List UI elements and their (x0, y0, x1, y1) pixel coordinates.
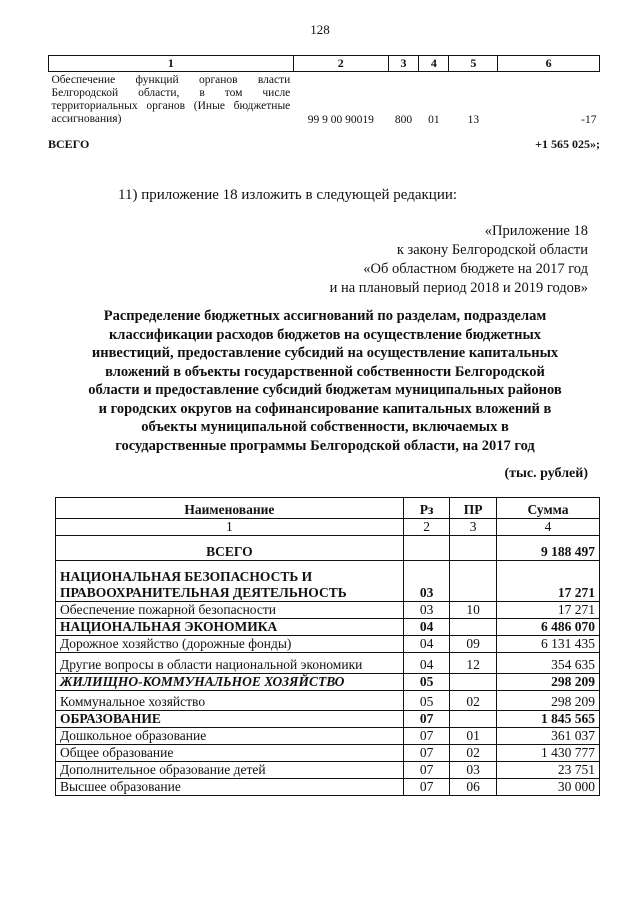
row-pr: 13 (467, 114, 480, 126)
row-pr: 10 (450, 602, 497, 619)
row-rz: 01 (428, 114, 440, 126)
top-total-amount: +1 565 025»; (535, 137, 600, 151)
table-row (56, 691, 600, 711)
amendment-item: 11) приложение 18 изложить в следующей редакции: (118, 187, 458, 203)
number-cell: 1 (56, 519, 404, 536)
header-pr: ПР (450, 498, 497, 519)
row-sum: 6 486 070 (496, 619, 599, 636)
row-sum: 354 635 (496, 653, 599, 674)
row-sum: 1 430 777 (496, 745, 599, 762)
row-name: Дошкольное образование (56, 728, 404, 745)
row-name: Общее образование (56, 745, 404, 762)
row-pr: 03 (450, 762, 497, 779)
row-pr: 06 (450, 779, 497, 796)
row-sum: 17 271 (496, 602, 599, 619)
row-pr: 02 (450, 691, 497, 711)
heading-line: и городских округов на софинансирование капитальных вложений в (98, 400, 552, 417)
row-rz: 03 (403, 602, 450, 619)
total-name: ВСЕГО (56, 536, 404, 561)
row-pr: 02 (450, 745, 497, 762)
heading-line: объекты муниципальной собственности, включаемых в (141, 419, 509, 435)
heading-line: вложений в объекты государственной собственности Белгородской (105, 363, 545, 380)
number-cell: 3 (450, 519, 497, 536)
table-row (56, 674, 600, 691)
heading-line: государственные программы Белгородской области, на 2017 год (115, 437, 535, 454)
row-name: Дополнительное образование детей (56, 762, 404, 779)
row-sum: 298 209 (496, 674, 599, 691)
number-cell: 2 (403, 519, 450, 536)
row-code: 99 9 00 90019 (307, 114, 374, 126)
top-header-cell: 4 (419, 56, 449, 72)
row-name: Дорожное хозяйство (дорожные фонды) (56, 636, 404, 653)
row-rz: 07 (403, 779, 450, 796)
row-rz: 04 (403, 653, 450, 674)
row-rz: 07 (403, 745, 450, 762)
budget-table (55, 497, 600, 796)
row-sum: 361 037 (496, 728, 599, 745)
header-name: Наименование (56, 498, 404, 519)
row-rz: 03 (403, 561, 450, 602)
page-number: 128 (310, 22, 330, 37)
row-rz: 07 (403, 711, 450, 728)
appendix-line: «Приложение 18 (484, 223, 588, 239)
header-sum: Сумма (496, 498, 599, 519)
table-number-row (56, 519, 600, 536)
row-sum: 23 751 (496, 762, 599, 779)
row-pr (450, 711, 497, 728)
row-name: ЖИЛИЩНО-КОММУНАЛЬНОЕ ХОЗЯЙСТВО (56, 674, 404, 691)
top-table-row (49, 72, 600, 127)
total-sum: 9 188 497 (496, 536, 599, 561)
row-name: НАЦИОНАЛЬНАЯ ЭКОНОМИКА (56, 619, 404, 636)
top-total-label: ВСЕГО (48, 137, 90, 151)
row-name: НАЦИОНАЛЬНАЯ БЕЗОПАСНОСТЬ И ПРАВООХРАНИТЕЛЬНАЯ ДЕЯТЕЛЬНОСТЬ (56, 561, 404, 602)
table-row (56, 745, 600, 762)
total-pr (450, 536, 497, 561)
row-sum: 1 845 565 (496, 711, 599, 728)
row-sum: 298 209 (496, 691, 599, 711)
row-pr: 01 (450, 728, 497, 745)
heading-line: области и предоставление субсидий бюджетам муниципальных районов (88, 382, 562, 398)
row-sum: 30 000 (496, 779, 599, 796)
top-header-cell: 3 (388, 56, 419, 72)
row-pr: 09 (450, 636, 497, 653)
table-row (56, 728, 600, 745)
top-header-cell: 6 (498, 56, 600, 72)
row-rz: 05 (403, 674, 450, 691)
row-rz: 04 (403, 619, 450, 636)
row-name: Обеспечение пожарной безопасности (56, 602, 404, 619)
top-table-header-row (49, 56, 600, 72)
table-header-row (56, 498, 600, 519)
row-description: Обеспечение функций органов власти Белгородской области, в том числе территориальных органов (Иные бюджетные ассигнования) (51, 74, 291, 125)
row-pr (450, 619, 497, 636)
appendix-line: «Об областном бюджете на 2017 год (363, 261, 588, 277)
row-rz: 04 (403, 636, 450, 653)
row-rz: 07 (403, 762, 450, 779)
row-pr (450, 674, 497, 691)
heading-line: классификации расходов бюджетов на осуществление бюджетных (108, 326, 542, 343)
row-name: ОБРАЗОВАНИЕ (56, 711, 404, 728)
table-row (56, 653, 600, 674)
top-header-cell: 5 (449, 56, 498, 72)
row-name: Коммунальное хозяйство (56, 691, 404, 711)
appendix-line: и на плановый период 2018 и 2019 годов» (329, 280, 588, 296)
document-heading (60, 307, 590, 455)
row-rz: 05 (403, 691, 450, 711)
table-row (56, 779, 600, 796)
row-name: Другие вопросы в области национальной экономики (56, 653, 404, 674)
units-label: (тыс. рублей) (504, 466, 588, 481)
row-sum: 6 131 435 (496, 636, 599, 653)
total-rz (403, 536, 450, 561)
heading-line: инвестиций, предоставление субсидий на осуществление капитальных (91, 345, 559, 361)
row-pr: 12 (450, 653, 497, 674)
table-row (56, 636, 600, 653)
table-row (56, 619, 600, 636)
row-sum: 17 271 (496, 561, 599, 602)
table-row (56, 602, 600, 619)
table-row (56, 711, 600, 728)
top-header-cell: 1 (49, 56, 294, 72)
row-name: Высшее образование (56, 779, 404, 796)
number-cell: 4 (496, 519, 599, 536)
top-table (48, 55, 600, 126)
header-rz: Рз (403, 498, 450, 519)
row-amount: -17 (581, 114, 597, 126)
table-row (56, 762, 600, 779)
row-pr (450, 561, 497, 602)
appendix-caption (330, 222, 588, 298)
top-total-line (48, 137, 600, 152)
row-rz: 07 (403, 728, 450, 745)
table-row (56, 561, 600, 602)
top-header-cell: 2 (293, 56, 388, 72)
row-vr: 800 (394, 114, 413, 126)
table-total-row (56, 536, 600, 561)
heading-line: Распределение бюджетных ассигнований по разделам, подразделам (103, 308, 547, 324)
appendix-line: к закону Белгородской области (396, 242, 588, 258)
